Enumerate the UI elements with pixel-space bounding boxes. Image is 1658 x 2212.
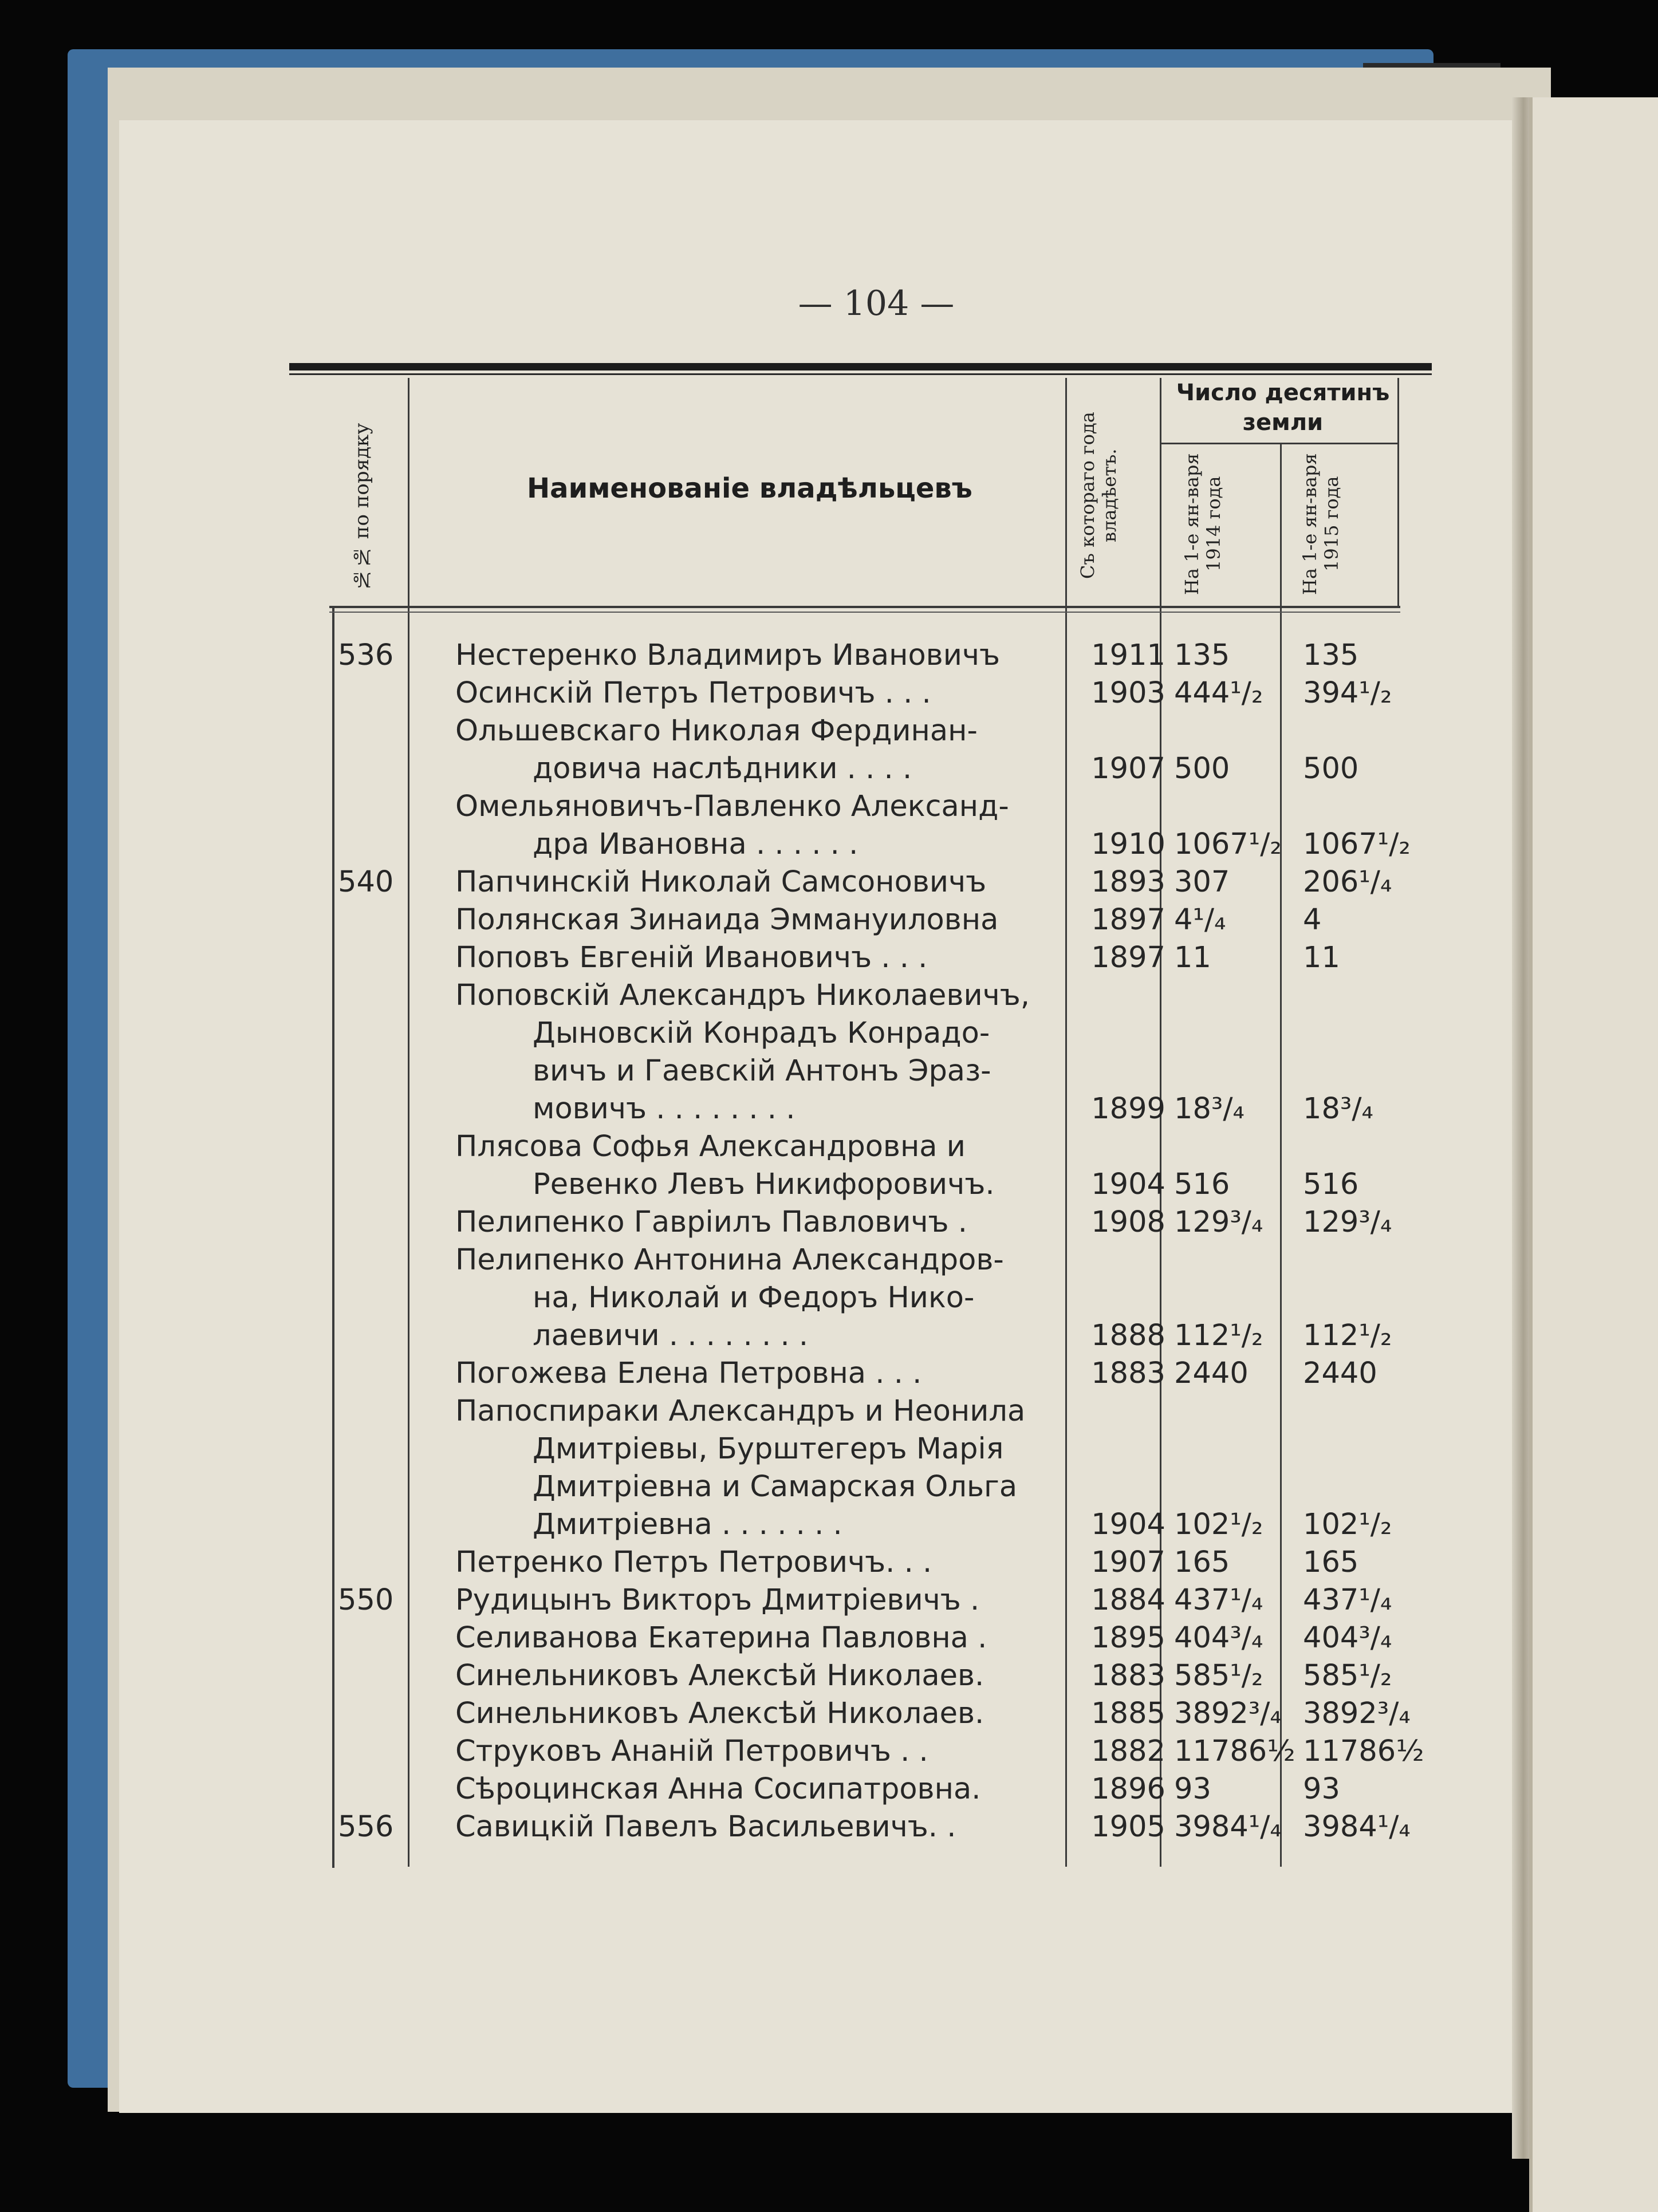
owner-name: Поповскій Александръ Николаевичъ, bbox=[455, 979, 1030, 1012]
header-1914: На 1-е ян-варя 1914 года bbox=[1181, 453, 1224, 595]
dessiatins-1915: 129³/₄ bbox=[1303, 1205, 1392, 1239]
table-row bbox=[321, 1508, 1466, 1545]
dessiatins-1914: 1067¹/₂ bbox=[1174, 827, 1282, 861]
dessiatins-1915: 18³/₄ bbox=[1303, 1092, 1373, 1126]
owner-name: лаевичи . . . . . . . . bbox=[533, 1319, 809, 1353]
header-number: №№ по порядку bbox=[350, 423, 373, 591]
table-row bbox=[321, 979, 1466, 1016]
since-year: 1908 bbox=[1091, 1205, 1165, 1239]
since-year: 1904 bbox=[1091, 1508, 1165, 1541]
dessiatins-1914: 307 bbox=[1174, 865, 1230, 899]
header-1915: На 1-е ян-варя 1915 года bbox=[1299, 453, 1342, 595]
since-year: 1897 bbox=[1091, 903, 1165, 937]
table-row bbox=[321, 827, 1466, 865]
table-row bbox=[321, 638, 1466, 676]
next-page bbox=[1529, 97, 1658, 2212]
dessiatins-1914: 112¹/₂ bbox=[1174, 1319, 1263, 1353]
dessiatins-1914: 135 bbox=[1174, 638, 1230, 672]
owner-name: Сѣроцинская Анна Сосипатровна. bbox=[455, 1772, 981, 1806]
since-year: 1904 bbox=[1091, 1168, 1165, 1201]
since-year: 1882 bbox=[1091, 1734, 1165, 1768]
owner-name: довича наслѣдники . . . . bbox=[533, 752, 912, 786]
since-year: 1883 bbox=[1091, 1357, 1165, 1390]
dessiatins-1915: 11 bbox=[1303, 941, 1340, 975]
row-number: 540 bbox=[338, 865, 394, 899]
table-row bbox=[321, 1621, 1466, 1659]
dessiatins-1914: 11 bbox=[1174, 941, 1211, 975]
owner-name: Осинскій Петръ Петровичъ . . . bbox=[455, 676, 931, 710]
dessiatins-1915: 11786½ bbox=[1303, 1734, 1424, 1768]
table-row bbox=[321, 1357, 1466, 1394]
table-row bbox=[321, 1734, 1466, 1772]
table-row bbox=[321, 1205, 1466, 1243]
since-year: 1907 bbox=[1091, 1545, 1165, 1579]
dessiatins-1915: 516 bbox=[1303, 1168, 1359, 1201]
table-row bbox=[321, 1659, 1466, 1697]
dessiatins-1914: 404³/₄ bbox=[1174, 1621, 1263, 1655]
dessiatins-1914: 500 bbox=[1174, 752, 1230, 786]
since-year: 1897 bbox=[1091, 941, 1165, 975]
dessiatins-1914: 165 bbox=[1174, 1545, 1230, 1579]
table-row bbox=[321, 1130, 1466, 1168]
table-row bbox=[321, 790, 1466, 827]
dessiatins-1914: 93 bbox=[1174, 1772, 1211, 1806]
table-row bbox=[321, 1583, 1466, 1621]
owner-name: на, Николай и Федоръ Нико- bbox=[533, 1281, 975, 1315]
page-number: — 104 — bbox=[798, 283, 955, 324]
table-row bbox=[321, 1432, 1466, 1470]
table-row bbox=[321, 1470, 1466, 1508]
table-row bbox=[321, 1016, 1466, 1054]
dessiatins-1915: 102¹/₂ bbox=[1303, 1508, 1392, 1541]
owner-name: Савицкій Павелъ Васильевичъ. . bbox=[455, 1810, 956, 1844]
dessiatins-1915: 112¹/₂ bbox=[1303, 1319, 1392, 1353]
since-year: 1883 bbox=[1091, 1659, 1165, 1693]
dessiatins-1914: 437¹/₄ bbox=[1174, 1583, 1263, 1617]
dessiatins-1915: 3984¹/₄ bbox=[1303, 1810, 1411, 1844]
col-divider-right bbox=[1397, 378, 1399, 607]
table-row bbox=[321, 1243, 1466, 1281]
since-year: 1910 bbox=[1091, 827, 1165, 861]
table-row bbox=[321, 676, 1466, 714]
table-row bbox=[321, 1545, 1466, 1583]
dessiatins-1915: 135 bbox=[1303, 638, 1359, 672]
dessiatins-1915: 165 bbox=[1303, 1545, 1359, 1579]
owner-name: Папчинскій Николай Самсоновичъ bbox=[455, 865, 987, 899]
dessiatins-1915: 394¹/₂ bbox=[1303, 676, 1392, 710]
since-year: 1899 bbox=[1091, 1092, 1165, 1126]
owner-name: Селиванова Екатерина Павловна . bbox=[455, 1621, 987, 1655]
table-row bbox=[321, 1319, 1466, 1357]
row-number: 550 bbox=[338, 1583, 394, 1617]
owner-name: Дмитріевна и Самарская Ольга bbox=[533, 1470, 1018, 1504]
dessiatins-1914: 516 bbox=[1174, 1168, 1230, 1201]
table-row bbox=[321, 1281, 1466, 1319]
owner-name: Поповъ Евгеній Ивановичъ . . . bbox=[455, 941, 928, 975]
table-row bbox=[321, 1810, 1466, 1848]
dessiatins-1915: 3892³/₄ bbox=[1303, 1697, 1411, 1730]
header-name: Наименованіе владѣльцевъ bbox=[527, 472, 972, 504]
dessiatins-1915: 206¹/₄ bbox=[1303, 865, 1392, 899]
owner-name: Омельяновичъ-Павленко Александ- bbox=[455, 790, 1009, 823]
table-row bbox=[321, 1054, 1466, 1092]
dessiatins-1914: 3984¹/₄ bbox=[1174, 1810, 1282, 1844]
table-row bbox=[321, 903, 1466, 941]
owner-name: Синельниковъ Алексѣй Николаев. bbox=[455, 1659, 984, 1693]
owner-name: Дмитріевна . . . . . . . bbox=[533, 1508, 842, 1541]
owner-name: Погожева Елена Петровна . . . bbox=[455, 1357, 922, 1390]
header-since: Съ котораго года владѣетъ. bbox=[1077, 412, 1120, 579]
table-top-rule bbox=[289, 363, 1432, 370]
owner-name: Плясова Софья Александровна и bbox=[455, 1130, 966, 1164]
since-year: 1893 bbox=[1091, 865, 1165, 899]
dessiatins-1914: 102¹/₂ bbox=[1174, 1508, 1263, 1541]
owner-name: Синельниковъ Алексѣй Николаев. bbox=[455, 1697, 984, 1730]
since-year: 1884 bbox=[1091, 1583, 1165, 1617]
owner-name: вичъ и Гаевскій Антонъ Эраз- bbox=[533, 1054, 991, 1088]
since-year: 1895 bbox=[1091, 1621, 1165, 1655]
owner-name: Пелипенко Гавріилъ Павловичъ . bbox=[455, 1205, 967, 1239]
since-year: 1907 bbox=[1091, 752, 1165, 786]
table-row bbox=[321, 941, 1466, 979]
dessiatins-1914: 2440 bbox=[1174, 1357, 1249, 1390]
since-year: 1911 bbox=[1091, 638, 1165, 672]
owner-name: мовичъ . . . . . . . . bbox=[533, 1092, 795, 1126]
header-bottom-rule bbox=[329, 606, 1400, 608]
dessiatins-1915: 437¹/₄ bbox=[1303, 1583, 1392, 1617]
owner-name: Пелипенко Антонина Александров- bbox=[455, 1243, 1004, 1277]
table-row bbox=[321, 1092, 1466, 1130]
owner-name: Полянская Зинаида Эммануиловна bbox=[455, 903, 999, 937]
since-year: 1885 bbox=[1091, 1697, 1165, 1730]
since-year: 1888 bbox=[1091, 1319, 1165, 1353]
dessiatins-1914: 4¹/₄ bbox=[1174, 903, 1226, 937]
dessiatins-1914: 444¹/₂ bbox=[1174, 676, 1263, 710]
owner-name: дра Ивановна . . . . . . bbox=[533, 827, 858, 861]
table-row bbox=[321, 1394, 1466, 1432]
dessiatins-1914: 3892³/₄ bbox=[1174, 1697, 1282, 1730]
dessiatins-1915: 2440 bbox=[1303, 1357, 1377, 1390]
owner-name: Ольшевскаго Николая Фердинан- bbox=[455, 714, 978, 748]
header-bottom-rule-thin bbox=[329, 612, 1400, 613]
dessiatins-1915: 404³/₄ bbox=[1303, 1621, 1392, 1655]
since-year: 1905 bbox=[1091, 1810, 1165, 1844]
header-dessiatins: Число десятинъ земли bbox=[1176, 380, 1390, 436]
dessiatins-1915: 93 bbox=[1303, 1772, 1340, 1806]
table-row bbox=[321, 865, 1466, 903]
since-year: 1903 bbox=[1091, 676, 1165, 710]
table-row bbox=[321, 752, 1466, 790]
table-row bbox=[321, 1168, 1466, 1205]
dessiatins-subrule bbox=[1160, 443, 1399, 444]
dessiatins-1914: 585¹/₂ bbox=[1174, 1659, 1263, 1693]
owner-name: Дмитріевы, Бурштегеръ Марія bbox=[533, 1432, 1004, 1466]
dessiatins-1915: 1067¹/₂ bbox=[1303, 827, 1411, 861]
dessiatins-1914: 18³/₄ bbox=[1174, 1092, 1245, 1126]
dessiatins-1915: 4 bbox=[1303, 903, 1322, 937]
row-number: 536 bbox=[338, 638, 394, 672]
table-top-rule-thin bbox=[289, 373, 1432, 375]
owner-name: Нестеренко Владимиръ Ивановичъ bbox=[455, 638, 1001, 672]
owner-name: Ревенко Левъ Никифоровичъ. bbox=[533, 1168, 995, 1201]
owner-name: Рудицынъ Викторъ Дмитріевичъ . bbox=[455, 1583, 980, 1617]
dessiatins-1914: 11786½ bbox=[1174, 1734, 1295, 1768]
owner-name: Струковъ Ананій Петровичъ . . bbox=[455, 1734, 928, 1768]
table-row bbox=[321, 714, 1466, 752]
dessiatins-1915: 500 bbox=[1303, 752, 1359, 786]
dessiatins-1915: 585¹/₂ bbox=[1303, 1659, 1392, 1693]
owner-name: Папоспираки Александръ и Неонила bbox=[455, 1394, 1026, 1428]
owner-name: Дыновскій Конрадъ Конрадо- bbox=[533, 1016, 990, 1050]
table-row bbox=[321, 1772, 1466, 1810]
owner-name: Петренко Петръ Петровичъ. . . bbox=[455, 1545, 932, 1579]
row-number: 556 bbox=[338, 1810, 394, 1844]
dessiatins-1914: 129³/₄ bbox=[1174, 1205, 1263, 1239]
since-year: 1896 bbox=[1091, 1772, 1165, 1806]
table-row bbox=[321, 1697, 1466, 1734]
